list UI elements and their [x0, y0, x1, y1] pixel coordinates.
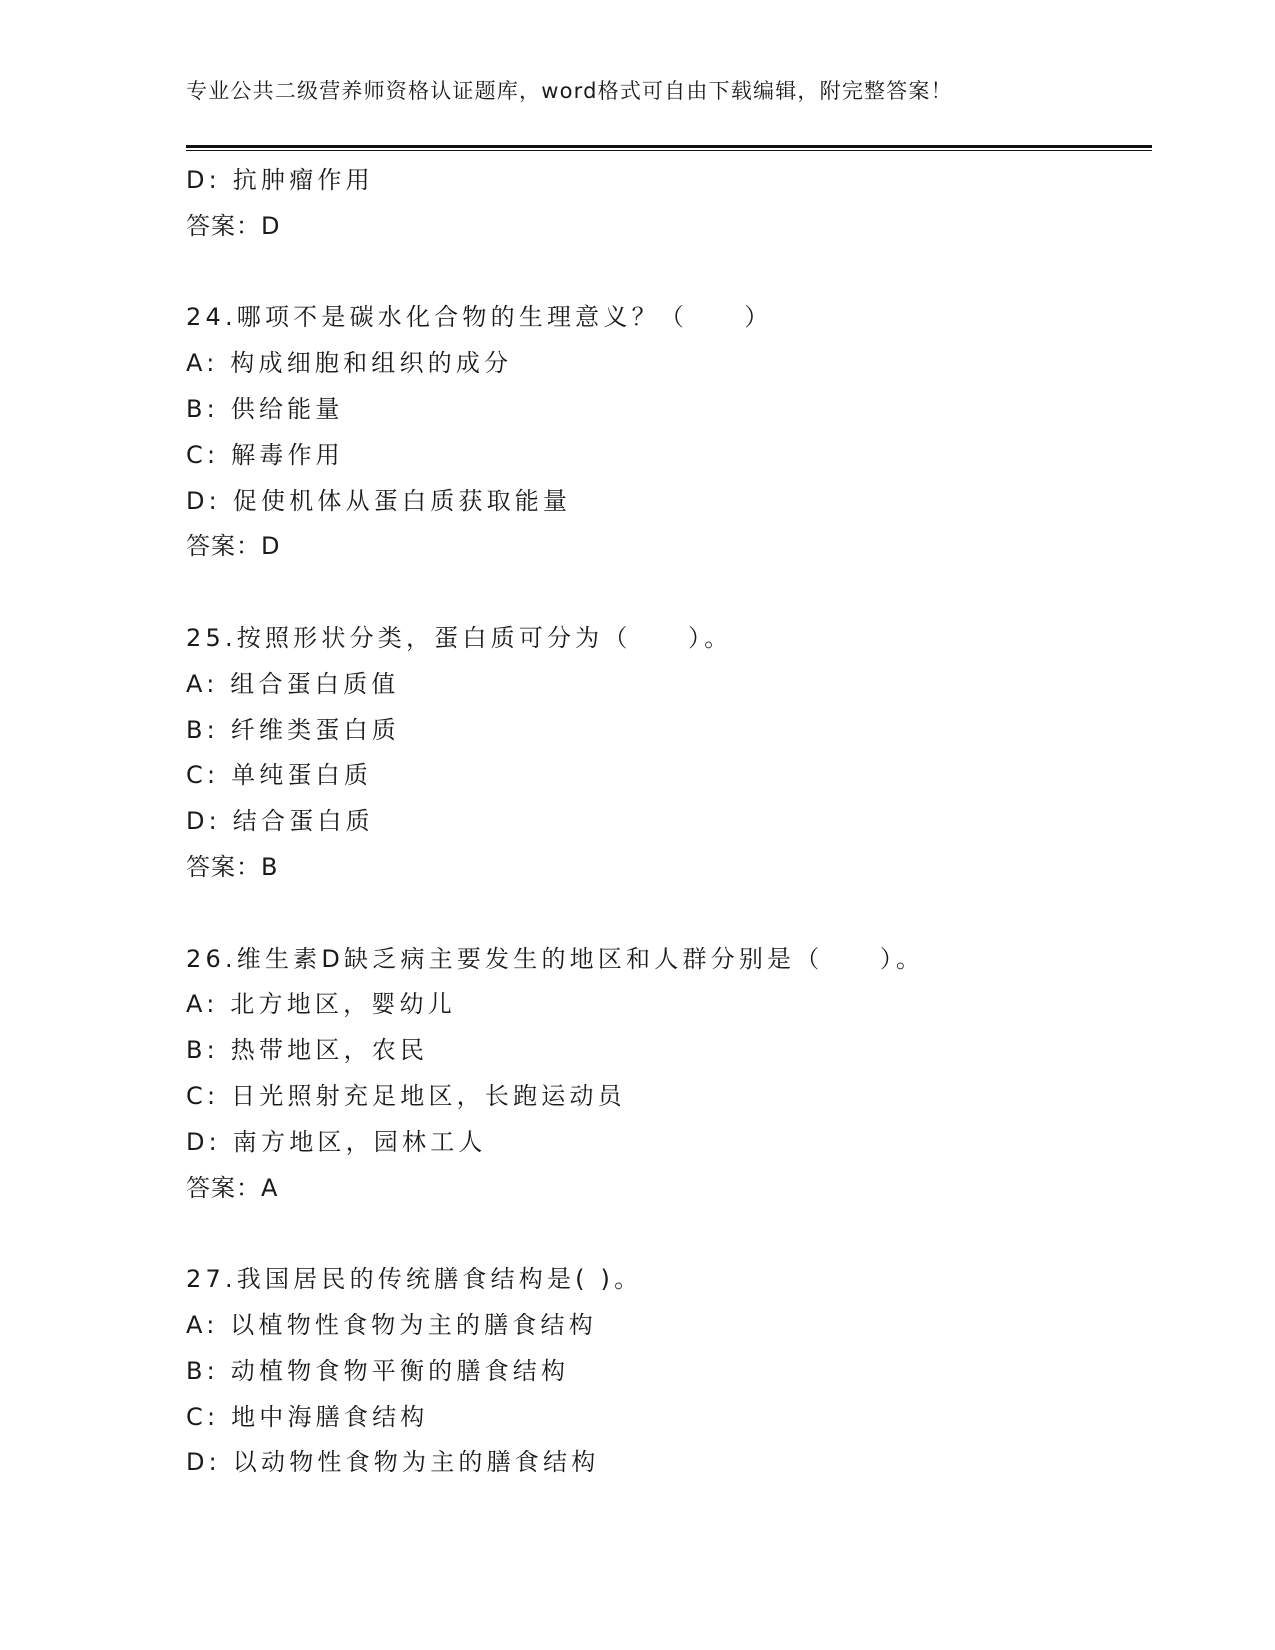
page-header: 专业公共二级营养师资格认证题库，word格式可自由下载编辑，附完整答案！ [186, 79, 953, 103]
option-b: B: 动植物食物平衡的膳食结构 [186, 1356, 570, 1385]
option-b: B: 热带地区，农民 [186, 1036, 429, 1065]
option-a: A: 构成细胞和组织的成分 [186, 349, 513, 378]
header-divider [186, 145, 1152, 152]
option-a: A: 北方地区，婴幼儿 [186, 990, 456, 1019]
answer-line: 答案：A [186, 1173, 279, 1202]
answer-line: 答案：D [186, 211, 281, 240]
question-26 [186, 937, 1146, 1212]
question-stem: 25.按照形状分类，蛋白质可分为（ ）。 [186, 623, 733, 652]
option-d: D: 结合蛋白质 [186, 807, 374, 836]
option-d: D: 促使机体从蛋白质获取能量 [186, 486, 572, 515]
option-c: C: 单纯蛋白质 [186, 761, 373, 790]
option-a: A: 以植物性食物为主的膳食结构 [186, 1310, 597, 1339]
option-d: D: 南方地区，园林工人 [186, 1127, 487, 1156]
option-d: D: 抗肿瘤作用 [186, 166, 374, 194]
option-a: A: 组合蛋白质值 [186, 669, 400, 698]
option-d: D: 以动物性食物为主的膳食结构 [186, 1448, 600, 1477]
option-b: B: 纤维类蛋白质 [186, 715, 400, 744]
question-24 [186, 295, 1146, 570]
option-c: C: 解毒作用 [186, 440, 344, 469]
option-c: C: 地中海膳食结构 [186, 1402, 429, 1431]
question-stem: 26.维生素D缺乏病主要发生的地区和人群分别是（ ）。 [186, 944, 925, 973]
answer-line: 答案：B [186, 852, 279, 881]
question-stem: 27.我国居民的传统膳食结构是( )。 [186, 1265, 643, 1294]
question-list [186, 158, 1146, 1486]
question-stem: 24.哪项不是碳水化合物的生理意义？（ ） [186, 303, 773, 332]
question-27 [186, 1257, 1146, 1486]
option-c: C: 日光照射充足地区，长跑运动员 [186, 1081, 626, 1110]
option-b: B: 供给能量 [186, 394, 344, 423]
answer-line: 答案：D [186, 532, 281, 561]
question-25 [186, 616, 1146, 891]
